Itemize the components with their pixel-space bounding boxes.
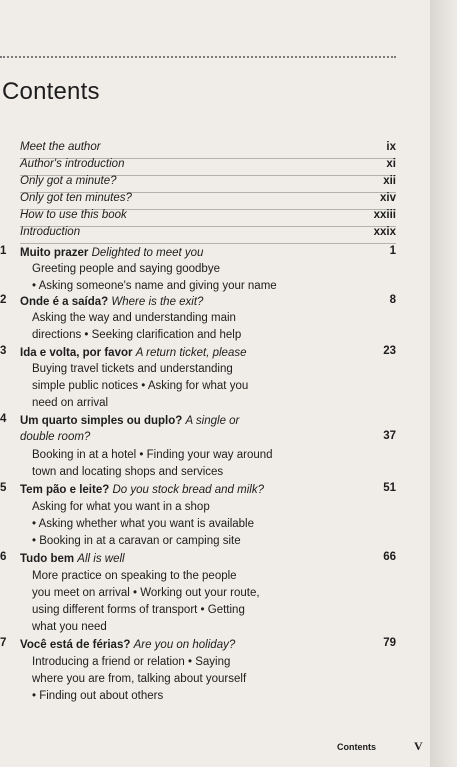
summary-line: Booking in at a hotel • Finding your way around — [32, 449, 273, 461]
unit-number: 3 — [0, 345, 7, 357]
summary-line: you meet on arrival • Working out your route, — [32, 587, 260, 599]
entry-page: xiv — [380, 192, 396, 204]
page-title: Contents — [2, 78, 100, 105]
unit-title-pt: Ida e volta, por favor — [20, 347, 133, 359]
toc-front-entry — [20, 141, 396, 158]
unit-title-en: A single or double room? — [20, 415, 240, 443]
summary-line: where you are from, talking about yourself — [32, 673, 247, 685]
running-footer: Contents — [337, 742, 376, 752]
unit-number: 6 — [0, 551, 7, 563]
summary-line: Asking for what you want in a shop — [32, 501, 210, 513]
unit-page: 23 — [383, 345, 396, 357]
summary-line: • Finding out about others — [32, 690, 164, 702]
unit-heading — [20, 482, 350, 498]
unit-heading — [20, 637, 350, 653]
summary-line: simple public notices • Asking for what you — [32, 380, 249, 392]
entry-title: Meet the author — [20, 141, 101, 153]
unit-page: 37 — [383, 430, 396, 442]
entry-title: Only got ten minutes? — [20, 192, 132, 204]
entry-page: xxix — [373, 226, 396, 238]
unit-heading — [20, 245, 350, 261]
unit-title-pt: Tem pão e leite? — [20, 484, 110, 496]
summary-line: More practice on speaking to the people — [32, 570, 237, 582]
summary-line: town and locating shops and services — [32, 466, 224, 478]
entry-title: Only got a minute? — [20, 175, 117, 187]
unit-title-pt: Você está de férias? — [20, 639, 131, 651]
summary-line: directions • Seeking clarification and help — [32, 329, 242, 341]
unit-page: 1 — [389, 245, 396, 257]
unit-summary — [32, 310, 322, 344]
unit-number: 2 — [0, 294, 7, 306]
unit-number: 4 — [0, 413, 7, 425]
summary-line: • Asking whether what you want is available — [32, 518, 255, 530]
book-gutter — [430, 0, 457, 767]
unit-page: 79 — [383, 637, 396, 649]
unit-title-pt: Onde é a saída? — [20, 296, 109, 308]
unit-summary — [32, 361, 322, 412]
unit-page: 51 — [383, 482, 396, 494]
unit-title-pt: Muito prazer — [20, 247, 89, 259]
toc-front-entry — [20, 175, 396, 192]
row-rule — [20, 243, 396, 244]
page-number: V — [414, 739, 423, 753]
toc-front-entry — [20, 192, 396, 209]
unit-page: 8 — [389, 294, 396, 306]
unit-title-pt: Tudo bem — [20, 553, 75, 565]
unit-title-en: Do you stock bread and milk? — [112, 484, 264, 496]
summary-line: Asking the way and understanding main — [32, 312, 236, 324]
unit-heading — [20, 294, 350, 310]
summary-line: using different forms of transport • Getting — [32, 604, 245, 616]
unit-summary — [32, 499, 322, 550]
entry-title: Author's introduction — [20, 158, 125, 170]
unit-heading — [20, 551, 350, 567]
entry-page: ix — [386, 141, 396, 153]
summary-line: • Asking someone's name and giving your name — [32, 280, 277, 292]
entry-title: Introduction — [20, 226, 81, 238]
unit-summary — [32, 654, 322, 705]
summary-line: Buying travel tickets and understanding — [32, 363, 233, 375]
summary-line: • Booking in at a caravan or camping site — [32, 535, 241, 547]
unit-page: 66 — [383, 551, 396, 563]
entry-title: How to use this book — [20, 209, 127, 221]
unit-title-en: Where is the exit? — [111, 296, 204, 308]
unit-number: 5 — [0, 482, 7, 494]
toc-front-entry — [20, 226, 396, 243]
toc-front-entry — [20, 158, 396, 175]
toc-front-entry — [20, 209, 396, 226]
entry-page: xii — [383, 175, 396, 187]
unit-number: 1 — [0, 245, 7, 257]
entry-page: xxiii — [373, 209, 396, 221]
summary-line: what you need — [32, 621, 107, 633]
unit-summary — [32, 568, 322, 636]
summary-line: Greeting people and saying goodbye — [32, 263, 220, 275]
unit-heading — [20, 413, 255, 445]
unit-title-en: A return ticket, please — [135, 347, 247, 359]
dotted-divider — [0, 56, 396, 58]
summary-line: need on arrival — [32, 397, 109, 409]
unit-heading — [20, 345, 350, 361]
unit-number: 7 — [0, 637, 7, 649]
summary-line: Introducing a friend or relation • Saying — [32, 656, 231, 668]
unit-title-en: All is well — [77, 553, 125, 565]
unit-title-pt: Um quarto simples ou duplo? — [20, 415, 183, 427]
unit-title-en: Delighted to meet you — [91, 247, 204, 259]
unit-summary — [32, 447, 322, 481]
unit-summary — [32, 261, 322, 295]
entry-page: xi — [386, 158, 396, 170]
unit-title-en: Are you on holiday? — [133, 639, 236, 651]
